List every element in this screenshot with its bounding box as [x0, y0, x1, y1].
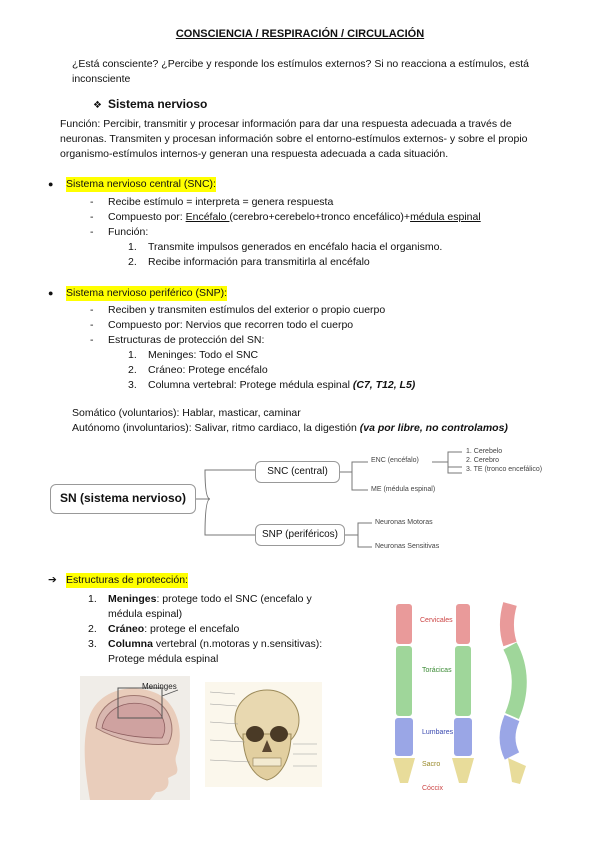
snp-heading — [48, 286, 227, 301]
snc-heading-text: Sistema nervioso central (SNC): — [66, 178, 216, 190]
section-heading-sistema-nervioso — [93, 96, 207, 113]
autonomo-text — [72, 421, 508, 436]
item-text: Recibe información para transmitirla al encéfalo — [148, 255, 370, 268]
heading-text: Sistema nervioso — [107, 97, 208, 111]
bullet-icon: ● — [48, 179, 54, 190]
spine-illustration — [360, 598, 560, 793]
autonomo-note: (va por libre, no controlamos) — [359, 422, 508, 434]
underlined-medula: médula espinal — [410, 210, 481, 223]
item-mid: (cerebro+cerebelo+tronco encefálico)+ — [229, 210, 411, 223]
item-number: 1. — [88, 593, 97, 605]
item-main: Columna vertebral: Protege médula espinal — [148, 378, 353, 391]
item-rest: vertebral (n.motoras y n.sensitivas): Protege médula espinal — [108, 637, 323, 665]
item-bold: Columna — [108, 637, 153, 650]
snc-sublist — [128, 240, 442, 270]
diamond-bullet-icon: ❖ — [93, 100, 102, 111]
item-text — [148, 378, 415, 393]
sacro-label: Sacro — [422, 761, 441, 768]
nervous-system-diagram — [0, 440, 600, 560]
item-text: Cráneo: Protege encéfalo — [148, 363, 268, 376]
underlined-encefalo: Encéfalo — [185, 210, 230, 223]
proteccion-heading — [48, 573, 188, 588]
toracicas-label: Torácicas — [422, 667, 452, 674]
meninges-illustration — [80, 676, 190, 800]
enc-item: 1. Cerebelo — [466, 448, 503, 455]
somatico-text: Somático (voluntarios): Hablar, masticar, caminar — [72, 407, 301, 419]
item-number: 3. — [88, 637, 97, 650]
spine-side — [507, 604, 526, 784]
item-number: 2. — [88, 622, 97, 635]
snp-list — [90, 303, 385, 348]
proteccion-heading-text: Estructuras de protección: — [66, 574, 188, 586]
list-item: 3. Columna vertebral: Protege médula espinal (C7, T12, L5) — [128, 378, 416, 391]
head-profile-graphic — [80, 676, 190, 800]
autonomo-main: Autónomo (involuntarios): Salivar, ritmo cardiaco, la digestión — [72, 422, 360, 434]
item-rest: : protege todo el SNC (encefalo y médula espinal) — [108, 593, 312, 620]
skull-graphic — [205, 682, 322, 787]
snc-list — [90, 195, 481, 240]
list-item: - Reciben y transmiten estímulos del exterior o propio cuerpo — [90, 304, 386, 316]
item-rest: : protege el encefalo — [144, 622, 240, 635]
snp-sublist — [128, 348, 415, 393]
list-item: - Función: — [90, 225, 149, 238]
spine-front — [393, 604, 415, 783]
proteccion-list — [88, 592, 348, 667]
list-item — [88, 622, 348, 637]
item-text: Compuesto por: Nervios que recorren todo el cuerpo — [108, 318, 354, 331]
item-text — [108, 210, 481, 225]
list-item: 1. Transmite impulsos generados en encéfalo hacia el organismo. — [128, 241, 443, 253]
motoras-node: Neuronas Motoras — [375, 519, 433, 526]
list-item: 2. Cráneo: Protege encéfalo — [128, 363, 268, 376]
snc-node: SNC (central) — [255, 461, 340, 483]
list-item: - Recibe estímulo = interpreta = genera respuesta — [90, 196, 334, 208]
snp-heading-text: Sistema nervioso periférico (SNP): — [66, 287, 228, 299]
enc-item: 3. TE (tronco encefálico) — [466, 466, 543, 473]
enc-item: 2. Cerebro — [466, 457, 500, 464]
list-item: 1. Meninges: Todo el SNC — [128, 349, 259, 361]
item-text: Función: — [108, 225, 149, 238]
item-text: Estructuras de protección del SN: — [108, 333, 265, 346]
sn-root-node: SN (sistema nervioso) — [50, 484, 196, 514]
arrow-bullet-icon: ➔ — [48, 574, 57, 586]
item-text — [108, 592, 348, 622]
cervicales-label: Cervicales — [420, 617, 453, 624]
list-item: - Compuesto por: Nervios que recorren todo el cuerpo — [90, 318, 354, 331]
snc-heading — [48, 177, 216, 192]
list-item — [88, 592, 348, 622]
list-item — [88, 637, 348, 667]
vertebral-column-graphic — [360, 598, 560, 793]
vertebrae-note: (C7, T12, L5) — [352, 378, 416, 391]
funcion-paragraph: Función: Percibir, transmitir y procesar información para dar una respuesta adecuada a través de neuronas. Transmiten y procesan información sobre el entorno-estímulos externos- y sobre el propio organismo-estímulos internos-y generan una respuesta adecuada a cada situación. — [60, 118, 528, 160]
meninges-label: Meninges — [142, 682, 177, 691]
lumbares-label: Lumbares — [422, 729, 454, 736]
item-text: Recibe estímulo = interpreta = genera respuesta — [108, 196, 334, 208]
sensitivas-node: Neuronas Sensitivas — [375, 543, 440, 550]
item-prefix: Compuesto por: — [108, 210, 186, 223]
me-node: ME (médula espinal) — [371, 486, 436, 493]
item-text: Meninges: Todo el SNC — [148, 349, 259, 361]
snp-node: SNP (periféricos) — [255, 524, 345, 546]
spine-back — [452, 604, 474, 783]
item-text — [108, 622, 239, 637]
skull-illustration — [205, 682, 322, 787]
coccix-label: Cóccix — [422, 785, 444, 792]
bullet-icon: ● — [48, 288, 54, 299]
list-item: - Compuesto por: Encéfalo (cerebro+cerebelo+tronco encefálico)+médula espinal — [90, 210, 481, 223]
item-bold: Cráneo — [108, 622, 145, 635]
intro-text: ¿Está consciente? ¿Percibe y responde los estímulos externos? Si no reacciona a estímulos, está inconsciente — [72, 58, 529, 85]
list-item: 2. Recibe información para transmitirla al encéfalo — [128, 255, 370, 268]
item-text: Transmite impulsos generados en encéfalo hacia el organismo. — [148, 241, 443, 253]
item-text: Reciben y transmiten estímulos del exterior o propio cuerpo — [108, 304, 386, 316]
page-title: CONSCIENCIA / RESPIRACIÓN / CIRCULACIÓN — [175, 28, 425, 40]
item-bold: Meninges — [108, 593, 157, 605]
enc-node: ENC (encéfalo) — [371, 457, 419, 464]
list-item: - Estructuras de protección del SN: — [90, 333, 265, 346]
item-text — [108, 637, 348, 667]
